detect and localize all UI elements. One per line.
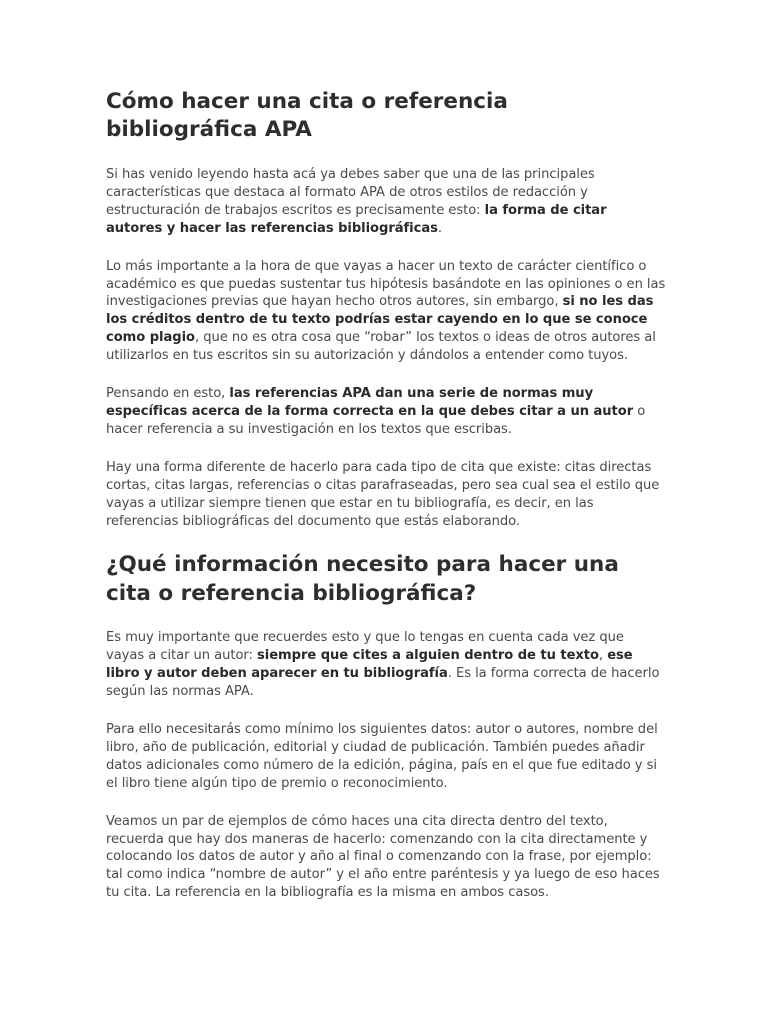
paragraph-datos bbox=[106, 721, 666, 793]
paragraph-text: Hay una forma diferente de hacerlo para cada tipo de cita que existe: citas directas cortas, citas largas, referencias o citas parafraseadas, pero sea cual sea el estilo que vayas a utilizar siempre tienen que estar en tu bibliografía, es decir, en las referencias bibliográficas del documento que estás elaborando. bbox=[106, 459, 660, 529]
paragraph-text: Si has venido leyendo hasta acá ya debes saber que una de las principales características que destaca al formato APA de otros estilos de redacción y estructuración de trabajos escritos es precisamente esto: bbox=[106, 167, 595, 218]
paragraph-recuerda bbox=[106, 629, 666, 701]
paragraph-text: Lo más importante a la hora de que vayas a hacer un texto de carácter científico o académico es que puedas sustentar tus hipótesis basándote en las opiniones o en las investigaciones previas que hayan hecho otros autores, sin embargo, bbox=[106, 258, 666, 310]
bold-text: la forma de citar autores y hacer las referencias bibliográficas bbox=[106, 202, 607, 236]
paragraph-text: , bbox=[598, 648, 608, 664]
paragraph-text: . Es la forma correcta de hacerlo según las normas APA. bbox=[106, 666, 660, 700]
paragraph-plagio bbox=[106, 258, 666, 365]
bold-text: ese libro y autor deben aparecer en tu bibliografía bbox=[106, 648, 633, 682]
section-heading: ¿Qué información necesito para hacer una cita o referencia bibliográfica? bbox=[106, 552, 619, 607]
paragraph-text: o hacer referencia a su investigación en los textos que escribas. bbox=[106, 403, 646, 437]
bold-text: si no les das los créditos dentro de tu texto podrías estar cayendo en lo que se conoce como plagio bbox=[106, 294, 654, 346]
paragraph-text: Veamos un par de ejemplos de cómo haces una cita directa dentro del texto, recuerda que hay dos maneras de hacerlo: comenzando con la cita directamente y colocando los datos de autor y año al final o comenzando con la frase, por ejemplo: tal como indica “nombre de autor” y el año entre paréntesis y ya luego de eso haces tu cita. La referencia en la bibliografía es la misma en ambos casos. bbox=[106, 813, 660, 901]
paragraph-text: Es muy importante que recuerdes esto y que lo tengas en cuenta cada vez que vayas a citar un autor: bbox=[106, 630, 624, 664]
paragraph-intro bbox=[106, 166, 666, 238]
bold-text: las referencias APA dan una serie de normas muy específicas acerca de la forma correcta en la que debes citar a un autor bbox=[106, 386, 634, 419]
page-title: Cómo hacer una cita o referencia bibliográfica APA bbox=[106, 89, 508, 142]
paragraph-ejemplos bbox=[106, 813, 666, 903]
article bbox=[106, 88, 666, 922]
paragraph-text: Para ello necesitarás como mínimo los siguientes datos: autor o autores, nombre del libro, año de publicación, editorial y ciudad de publicación. También puedes añadir datos adicionales como número de la edición, página, país en el que fue editado y si el libro tiene algún tipo de premio o reconocimiento. bbox=[106, 722, 658, 791]
bold-text: siempre que cites a alguien dentro de tu texto bbox=[257, 648, 599, 664]
paragraph-text: . bbox=[437, 220, 442, 236]
paragraph-normas bbox=[106, 385, 666, 439]
paragraph-tipos bbox=[106, 459, 666, 531]
paragraph-text: Pensando en esto, bbox=[106, 386, 230, 402]
paragraph-text: , que no es otra cosa que “robar” los textos o ideas de otros autores al utilizarlos en tus escritos sin su autorización y dándolos a entender como tuyos. bbox=[106, 330, 656, 364]
